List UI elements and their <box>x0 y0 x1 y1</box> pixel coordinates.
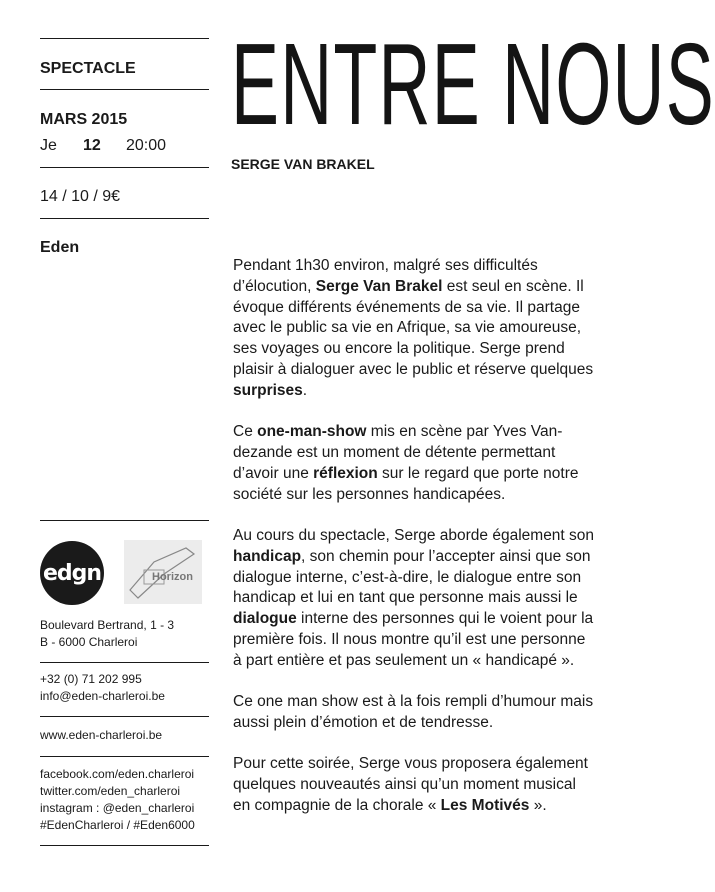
text: Au cours du spectacle, Serge aborde également son <box>233 526 595 544</box>
text: sur le regard que porte notre société sur les personnes handicapées. <box>233 464 579 503</box>
paragraph <box>233 692 595 734</box>
emphasis: Serge Van Brakel <box>315 277 443 295</box>
address-line-1: Boulevard Bertrand, 1 - 3 <box>40 618 175 632</box>
emphasis: one-man-show <box>257 423 367 441</box>
text: . <box>302 381 308 399</box>
email-link[interactable]: info@eden-charleroi.be <box>40 689 165 703</box>
text: Pendant 1h30 environ, malgré ses difficultés d’élocution, <box>233 257 538 295</box>
emphasis: dialogue <box>233 610 297 628</box>
phone: +32 (0) 71 202 995 <box>40 672 142 686</box>
horizon-logo <box>124 540 202 604</box>
text: est seul en scène. Il évoque différents événements de sa vie. Il partage avec le public sa vie en Afrique, sa vie amoureuse, ses voyages ou encore la politique. Serge prend plaisir à dialoguer avec le public et réserve quelques <box>233 277 594 378</box>
divider <box>40 756 209 757</box>
divider <box>40 218 209 219</box>
text: ». <box>529 796 547 814</box>
paragraph <box>233 256 595 402</box>
paragraph <box>233 422 595 505</box>
divider <box>40 845 209 846</box>
author-name: SERGE VAN BRAKEL <box>231 156 375 172</box>
emphasis: Les Motivés <box>440 796 530 814</box>
hashtags: #EdenCharleroi / #Eden6000 <box>40 818 195 832</box>
emphasis: réflexion <box>313 464 378 482</box>
show-title: ENTRE NOUS <box>231 19 715 149</box>
divider <box>40 89 209 90</box>
day-number: 12 <box>83 137 101 154</box>
category-label: SPECTACLE <box>40 60 136 77</box>
text: , son chemin pour l’accepter ainsi que son dialogue interne, c’est-à-dire, le dialogue entre son handicap et lui en tant que personne mais aussi le <box>233 547 591 607</box>
description <box>233 256 595 837</box>
instagram-link[interactable]: instagram : @eden_charleroi <box>40 801 195 815</box>
text: Pour cette soirée, Serge vous proposera également quelques nouveautés ainsi qu’un moment musical en compagnie de la chorale « <box>233 755 588 814</box>
text: Ce one man show est à la fois rempli d’humour mais aussi plein d’émotion et de tendresse. <box>233 693 594 731</box>
emphasis: surprises <box>233 381 303 399</box>
address-line-2: B - 6000 Charleroi <box>40 635 138 649</box>
eden-logo <box>40 541 104 605</box>
divider <box>40 520 209 521</box>
website-link[interactable]: www.eden-charleroi.be <box>40 728 163 742</box>
paragraph <box>233 526 595 672</box>
divider <box>40 167 209 168</box>
emphasis: handicap <box>233 547 302 565</box>
divider <box>40 662 209 663</box>
divider <box>40 716 209 717</box>
eden-logo-text: edgn <box>42 560 102 586</box>
text: interne des personnes qui le voient pour la première fois. Il nous montre qu’il est une personne à part entière et pas seulement un « handicapé ». <box>233 610 594 669</box>
day-name: Je <box>40 137 57 154</box>
text: Ce <box>233 423 258 441</box>
venue-name: Eden <box>40 239 80 256</box>
date-row <box>40 137 166 155</box>
horizon-logo-text: Horizon <box>152 571 193 583</box>
text: mis en scène par Yves Van-dezande est un moment de détente permettant d’avoir une <box>233 423 563 482</box>
paragraph <box>233 754 595 816</box>
facebook-link[interactable]: facebook.com/eden.charleroi <box>40 767 195 781</box>
prices: 14 / 10 / 9€ <box>40 188 121 205</box>
twitter-link[interactable]: twitter.com/eden_charleroi <box>40 784 181 798</box>
month-label: MARS 2015 <box>40 111 128 128</box>
show-time: 20:00 <box>126 137 167 154</box>
divider <box>40 38 209 39</box>
